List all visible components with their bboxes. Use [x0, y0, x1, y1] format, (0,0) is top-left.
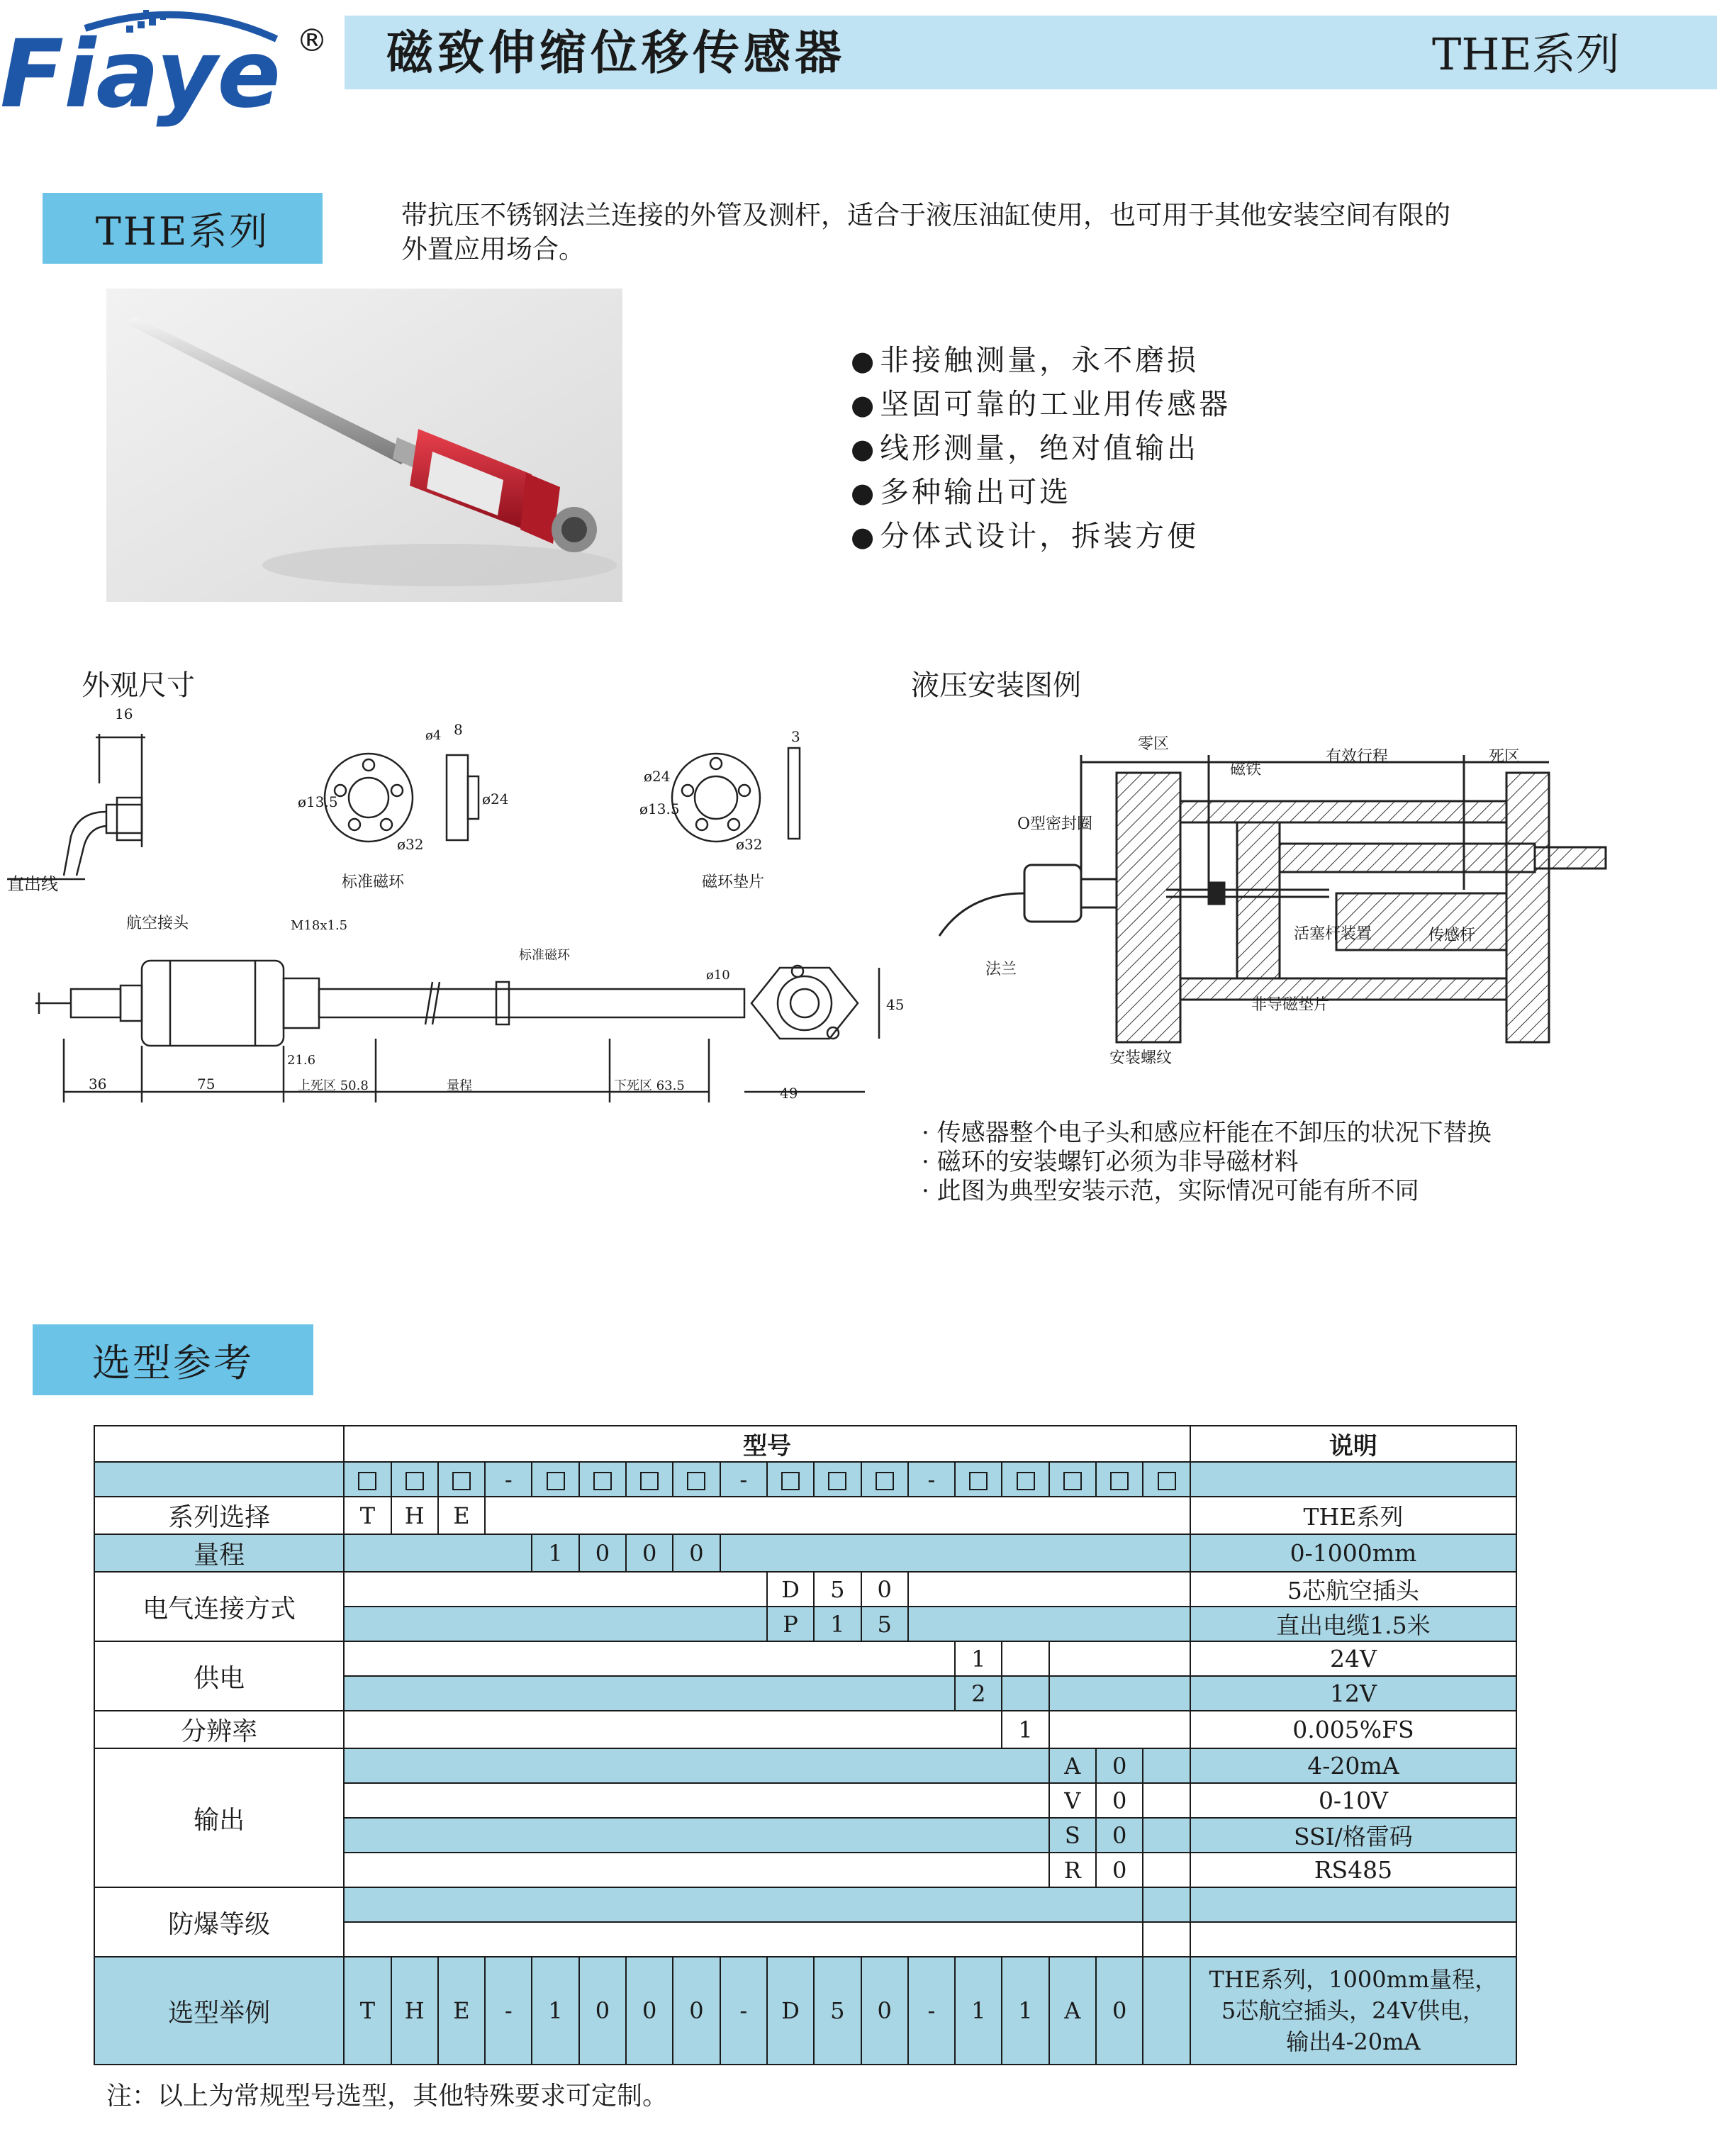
dim-label: ø32	[397, 836, 424, 853]
power-row-2: 2 12V	[94, 1676, 1516, 1711]
dimension-drawing	[0, 705, 1007, 1124]
hydraulic-notes	[922, 1119, 1492, 1206]
note-item: · 磁环的安装螺钉必须为非导磁材料	[922, 1148, 1299, 1176]
resolution-row: 分辨率 1 0.005%FS	[94, 1711, 1516, 1748]
series-section-label: THE系列	[43, 193, 323, 264]
dim-label: 下死区 63.5	[614, 1078, 685, 1093]
feature-list	[851, 339, 1231, 559]
hyd-label: 传感杆	[1428, 927, 1476, 944]
dim-label: M18x1.5	[291, 918, 348, 933]
hyd-label: 法兰	[985, 961, 1017, 978]
range-row: 量程 1 0 0 0 0-1000mm	[94, 1534, 1516, 1572]
page-title: 磁致伸缩位移传感器	[386, 26, 846, 80]
example-row: 选型举例 T H E - 1 0 0 0 - D 5 0 - 1 1 A 0 THE系列，1000mm量程， 5芯航空插头，24V供电， 输出4-20mA	[94, 1957, 1516, 2065]
dim-label: 36	[89, 1076, 107, 1093]
dim-label: ø10	[706, 968, 730, 983]
hydraulic-title: 液压安装图例	[911, 669, 1081, 702]
feature-item: ●多种输出可选	[851, 475, 1072, 509]
output-row-1: 输出 A 0 4-20mA	[94, 1748, 1516, 1783]
code-template-row: - - -	[94, 1462, 1516, 1497]
dim-label: 量程	[447, 1078, 472, 1093]
footnote: 注：以上为常规型号选型，其他特殊要求可定制。	[106, 2082, 669, 2111]
table-header-row	[94, 1426, 1516, 1462]
output-row-3: S 0 SSI/格雷码	[94, 1818, 1516, 1853]
feature-item: ●线形测量，绝对值输出	[851, 431, 1199, 465]
conn-row-1: 电气连接方式 D 5 0 5芯航空插头	[94, 1572, 1516, 1607]
hyd-label: 非导磁垫片	[1251, 996, 1330, 1014]
dim-label: 航空接头	[126, 915, 189, 932]
ex-row-1: 防爆等级	[94, 1887, 1516, 1922]
desc-header: 说明	[1190, 1426, 1516, 1462]
hyd-label: 零区	[1138, 735, 1170, 753]
selection-section-label: 选型参考	[33, 1324, 313, 1395]
hyd-label: 有效行程	[1326, 748, 1389, 766]
hyd-label: 磁铁	[1230, 761, 1262, 778]
example-desc-line: 输出4-20mA	[1286, 2028, 1421, 2055]
dim-label: ø24	[482, 791, 509, 808]
series-row: 系列选择 T H E THE系列	[94, 1497, 1516, 1534]
hyd-label: 活塞杆装置	[1294, 925, 1372, 943]
feature-item: ●分体式设计，拆装方便	[851, 519, 1199, 553]
registered-mark: ®	[296, 23, 328, 59]
dimensions-title: 外观尺寸	[82, 669, 195, 702]
output-row-4: R 0 RS485	[94, 1853, 1516, 1887]
series-title: THE系列	[1432, 28, 1620, 80]
brand-logo	[0, 0, 340, 128]
hyd-label: O型密封圈	[1017, 815, 1093, 833]
selection-table	[94, 1425, 1517, 2070]
example-desc-line: THE系列，1000mm量程，	[1209, 1966, 1498, 1993]
dim-label: ø13.5	[298, 793, 338, 810]
dim-label: 直出线	[7, 874, 58, 894]
feature-item: ●坚固可靠的工业用传感器	[851, 387, 1231, 421]
feature-item: ●非接触测量，永不磨损	[851, 343, 1199, 377]
note-item: · 此图为典型安装示范，实际情况可能有所不同	[922, 1177, 1419, 1205]
model-header: 型号	[344, 1426, 1190, 1462]
hyd-label: 安装螺纹	[1109, 1049, 1173, 1067]
product-photo	[106, 289, 622, 602]
output-row-2: V 0 0-10V	[94, 1783, 1516, 1818]
dim-label: 16	[115, 705, 133, 722]
dim-label: 21.6	[287, 1053, 316, 1068]
dim-label: 3	[791, 728, 800, 745]
dim-label: 8	[454, 721, 463, 738]
dim-label: 45	[886, 996, 905, 1013]
conn-row-2: P 1 5 直出电缆1.5米	[94, 1607, 1516, 1641]
dim-label: ø32	[736, 836, 763, 853]
hydraulic-drawing	[911, 723, 1648, 1071]
logo-text: Fiaye	[0, 20, 281, 128]
dim-label: ø4	[425, 728, 442, 743]
dim-label: ø13.5	[639, 800, 680, 817]
dim-label: 49	[780, 1085, 798, 1102]
dim-label: 标准磁环	[519, 948, 570, 963]
dim-label: 75	[197, 1076, 216, 1093]
hyd-label: 死区	[1489, 748, 1521, 766]
note-item: · 传感器整个电子头和感应杆能在不卸压的状况下替换	[922, 1119, 1492, 1147]
power-row-1: 供电 1 24V	[94, 1641, 1516, 1676]
dim-label: 上死区 50.8	[298, 1078, 369, 1093]
dim-label: 磁环垫片	[702, 873, 765, 891]
intro-description: 带抗压不锈钢法兰连接的外管及测杆，适合于液压油缸使用，也可用于其他安装空间有限的外置应用场合。	[401, 200, 1450, 264]
dim-label: 标准磁环	[342, 873, 405, 891]
example-desc-line: 5芯航空插头，24V供电，	[1221, 1997, 1486, 2024]
dim-label: ø24	[644, 768, 671, 785]
